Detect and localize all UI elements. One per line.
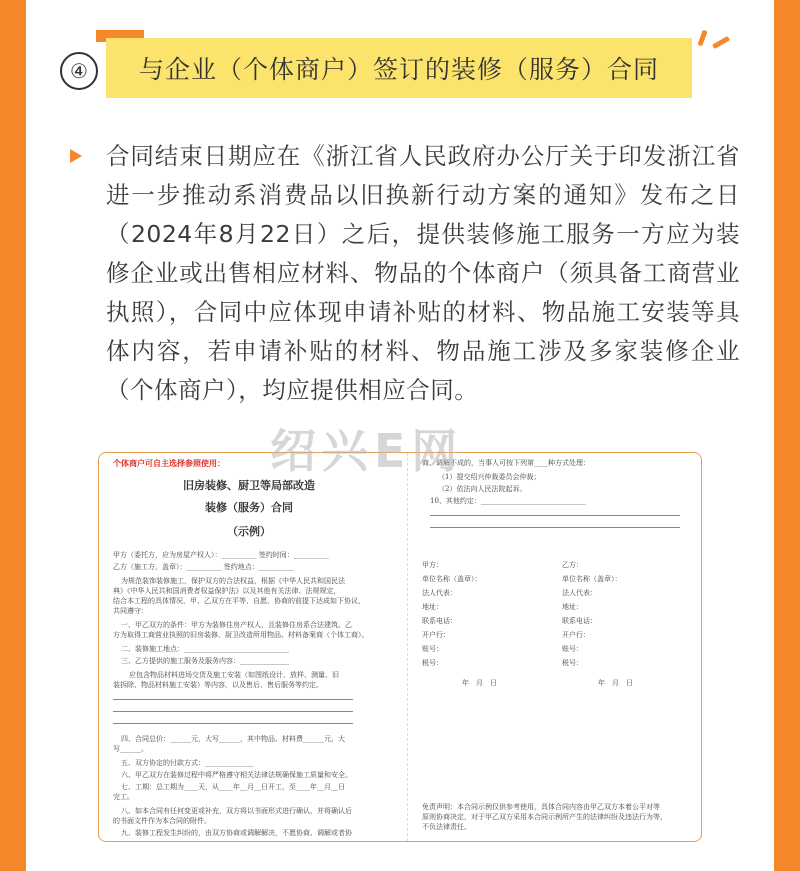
disclaimer-line: 不负法律责任。 (422, 823, 471, 831)
contract-line: 六、甲乙双方在装修过程中将严格遵守相关法律法规确保施工质量和安全。 (121, 771, 352, 779)
contract-line: 五、双方协定的付款方式：______________ (121, 759, 254, 767)
contract-title-line3: （示例） (227, 525, 271, 538)
bullet-paragraph (70, 137, 740, 410)
section-number: ④ (60, 52, 98, 90)
disclaimer-line: 原则协商决定，对于甲乙双方采用本合同示例所产生的法律纠纷及违法行为等， (422, 813, 667, 821)
party-b-field: 联系电话： (562, 617, 597, 625)
contract-line: 的书面文件作为本合同的附件。 (113, 817, 211, 825)
party-a-date: 年 月 日 (462, 679, 497, 687)
party-b-field: 税号： (562, 659, 583, 667)
party-a-field: 账号： (422, 645, 443, 653)
contract-page-right (407, 453, 699, 841)
contract-line: 写______。 (113, 745, 148, 753)
spark-decoration-icon (712, 36, 730, 49)
party-b-field: 法人代表： (562, 589, 597, 597)
contract-title-line2: 装修（服务）合同 (205, 501, 293, 514)
contract-title-line1: 旧房装修、厨卫等局部改造 (183, 479, 315, 492)
watermark-text: 绍兴E网 (270, 424, 464, 478)
contract-line: 一、甲乙双方的条件：甲方为装修住房产权人，且装修住房系合法建筑。乙 (121, 621, 352, 629)
triangle-bullet-icon (70, 149, 82, 163)
contract-line: 方为取得工商营业执照的旧房装修、厨卫改造所用物品、材料备案商（个体工商）。 (113, 631, 369, 639)
contract-line: 九、装修工程发生纠纷的，由双方协商或调解解决，不愿协商、调解或者协 (121, 829, 352, 837)
body-text: 合同结束日期应在《浙江省人民政府办公厅关于印发浙江省进一步推动系消费品以旧换新行动方案的通知》发布之日（2024年8月22日）之后，提供装修施工服务一方应为装修企业或出售相应材料、物品的个体商户（须具备工商营业执照），合同中应体现申请补贴的材料、物品施工安装等具体内容，若申请补贴的材料、物品施工涉及多家装修企业（个体商户），均应提供相应合同。 (106, 142, 740, 404)
blank-line (430, 515, 680, 516)
party-a-field: 法人代表： (422, 589, 457, 597)
party-a-field: 联系电话： (422, 617, 457, 625)
disclaimer-line: 免责声明：本合同示例仅供参考使用，具体合同内容由甲乙双方本着公平对等 (422, 803, 660, 811)
party-b-field: 乙方： (562, 561, 583, 569)
party-b-field: 地址： (562, 603, 583, 611)
contract-line: 共同遵守： (113, 607, 148, 615)
party-a-field: 单位名称（盖章）： (422, 575, 482, 583)
contract-line: 甲方（委托方，应为房屋产权人）：__________ 签约时间：__________ (113, 551, 329, 559)
contract-line: 乙方（施工方，盖章）：__________ 签约地点：__________ (113, 563, 294, 571)
contract-red-note: 个体商户可自主选择参照使用： (113, 458, 225, 468)
contract-line: 典》《中华人民共和国消费者权益保护法》以及其他有关法律、法规规定， (113, 587, 341, 595)
contract-line: 应包含物品材料进场交货及施工安装（如图纸设计、放样、测量、旧 (129, 671, 339, 679)
contract-line: 八、如本合同有任何变更或补充，双方将以书面形式进行确认，并将确认后 (121, 807, 352, 815)
section-title: 与企业（个体商户）签订的装修（服务）合同 (106, 38, 692, 98)
party-b-field: 单位名称（盖章）： (562, 575, 622, 583)
contract-line: （1）提交绍兴仲裁委员会仲裁； (438, 473, 541, 481)
contract-line: （2）依法向人民法院起诉。 (438, 485, 527, 493)
contract-line: 二、装修施工地点：______________________________ (121, 645, 289, 653)
section-header (60, 30, 720, 110)
contract-sample-image (98, 452, 702, 842)
left-orange-border (0, 0, 26, 871)
contract-line: 10、其他约定：______________________________ (430, 497, 586, 505)
party-b-date: 年 月 日 (598, 679, 633, 687)
contract-line: 四、合同总价：______元，大写______，其中物品、材料费______元，大 (121, 735, 345, 743)
party-a-field: 开户行： (422, 631, 450, 639)
contract-line: 商、调解不成的，当事人可按下列第____种方式处理： (422, 459, 590, 467)
right-orange-border (774, 0, 800, 871)
contract-line: 完工。 (113, 793, 134, 801)
blank-line (113, 699, 353, 700)
party-a-field: 税号： (422, 659, 443, 667)
blank-line (430, 527, 680, 528)
spark-decoration-icon (697, 30, 707, 47)
contract-line: 七、工期：总工期为____天，从____年__月__日开工，至____年__月__日 (121, 783, 345, 791)
contract-page-left (99, 453, 399, 841)
party-a-field: 地址： (422, 603, 443, 611)
contract-line: 三、乙方提供的施工服务及服务内容：______________ (121, 657, 289, 665)
contract-line: 结合本工程的具体情况，甲、乙双方在平等、自愿、协商的前提下达成如下协议， (113, 597, 365, 605)
party-b-field: 账号： (562, 645, 583, 653)
party-a-field: 甲方： (422, 561, 443, 569)
blank-line (113, 723, 353, 724)
contract-line: 装拆除、物品材料施工安装）等内容，以及售后、售后服务等约定。 (113, 681, 323, 689)
blank-line (113, 711, 353, 712)
party-b-field: 开户行： (562, 631, 590, 639)
contract-line: 为规范装饰装修施工，保护双方的合法权益，根据《中华人民共和国民法 (121, 577, 345, 585)
